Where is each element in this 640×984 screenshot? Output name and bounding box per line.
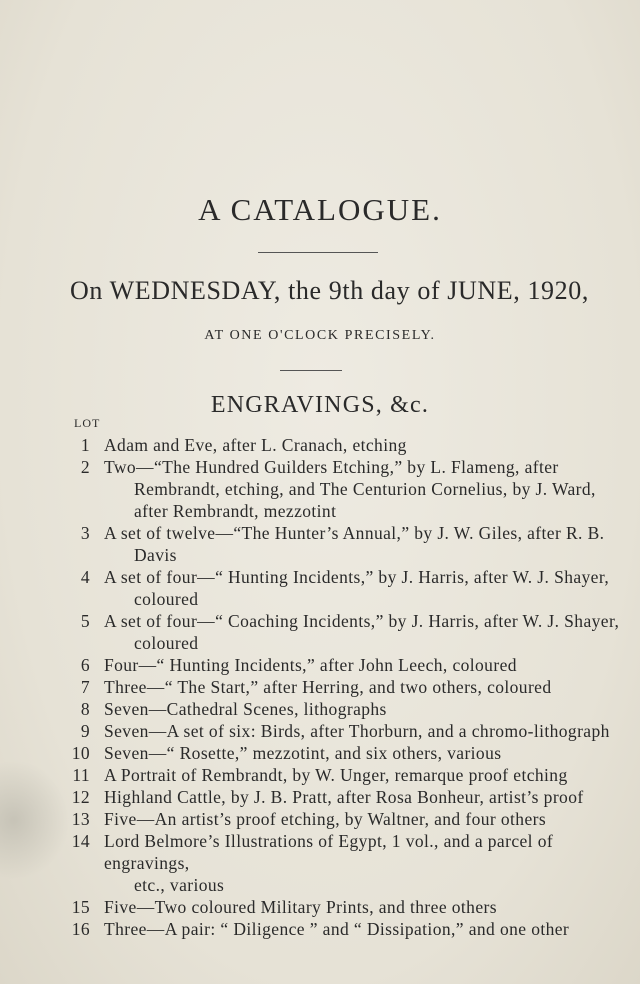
catalogue-title: A CATALOGUE. xyxy=(198,192,442,227)
lot-description xyxy=(104,764,628,786)
lot-description-line: Seven—“ Rosette,” mezzotint, and six others, various xyxy=(104,743,502,763)
lot-entry xyxy=(48,720,628,742)
lot-number: 4 xyxy=(80,567,90,587)
lot-entry xyxy=(48,456,628,522)
lot-number: 15 xyxy=(71,897,90,917)
lot-description-line: Two—“The Hundred Guilders Etching,” by L. Flameng, after xyxy=(104,457,559,477)
lot-number: 7 xyxy=(80,677,90,697)
lot-description xyxy=(104,830,628,896)
lot-description-line: Five—An artist’s proof etching, by Waltner, and four others xyxy=(104,809,547,829)
lot-description-line: coloured xyxy=(134,633,199,653)
lot-description-line: Rembrandt, etching, and The Centurion Cornelius, by J. Ward, xyxy=(134,479,596,499)
lot-column-label: LOT xyxy=(74,416,101,430)
lot-description xyxy=(104,456,628,522)
lot-description-line: coloured xyxy=(134,589,199,609)
lot-description xyxy=(104,434,628,456)
lot-description-line: Three—“ The Start,” after Herring, and two others, coloured xyxy=(104,677,552,697)
lot-description-line: A set of twelve—“The Hunter’s Annual,” by J. W. Giles, after R. B. xyxy=(104,523,605,543)
lot-number: 14 xyxy=(71,831,90,851)
lot-number: 5 xyxy=(80,611,90,631)
lot-description-line: A set of four—“ Hunting Incidents,” by J. Harris, after W. J. Shayer, xyxy=(104,567,610,587)
lot-number: 6 xyxy=(80,655,90,675)
lot-number: 9 xyxy=(80,721,90,741)
lot-description xyxy=(104,610,628,654)
lot-entry xyxy=(48,764,628,786)
lot-description-line: Adam and Eve, after L. Cranach, etching xyxy=(104,435,407,455)
lot-description-line: A set of four—“ Coaching Incidents,” by J. Harris, after W. J. Shayer, xyxy=(104,611,620,631)
lot-description xyxy=(104,720,628,742)
lot-number: 13 xyxy=(71,809,90,829)
lot-description-line: Five—Two coloured Military Prints, and three others xyxy=(104,897,497,917)
lot-number: 2 xyxy=(80,457,90,477)
lot-entry xyxy=(48,698,628,720)
lot-description xyxy=(104,896,628,918)
lot-number: 11 xyxy=(72,765,90,785)
lot-entry xyxy=(48,786,628,808)
lot-description-line: A Portrait of Rembrandt, by W. Unger, remarque proof etching xyxy=(104,765,568,785)
lot-entry xyxy=(48,918,628,940)
lot-entry xyxy=(48,522,628,566)
lot-entry xyxy=(48,742,628,764)
lot-description xyxy=(104,676,628,698)
lot-entry xyxy=(48,676,628,698)
lot-entry xyxy=(48,434,628,456)
lot-number: 12 xyxy=(71,787,90,807)
lot-number: 1 xyxy=(80,435,90,455)
section-title: ENGRAVINGS, &c. xyxy=(210,392,430,418)
section-rule xyxy=(280,370,342,371)
lot-description xyxy=(104,654,628,676)
lot-entry xyxy=(48,654,628,676)
lot-description-line: after Rembrandt, mezzotint xyxy=(134,501,337,521)
lot-description-line: Three—A pair: “ Diligence ” and “ Dissipation,” and one other xyxy=(104,919,570,939)
lot-description xyxy=(104,566,628,610)
lot-number: 8 xyxy=(80,699,90,719)
lot-description-line: Seven—Cathedral Scenes, lithographs xyxy=(104,699,387,719)
lot-description-line: Highland Cattle, by J. B. Pratt, after Rosa Bonheur, artist’s proof xyxy=(104,787,584,807)
lot-list xyxy=(48,434,628,940)
sale-date-line: On WEDNESDAY, the 9th day of JUNE, 1920, xyxy=(70,276,589,305)
lot-number: 3 xyxy=(80,523,90,543)
lot-description-line: etc., various xyxy=(134,875,225,895)
lot-description xyxy=(104,522,628,566)
title-rule xyxy=(258,252,378,253)
lot-description xyxy=(104,786,628,808)
lot-description-line: Seven—A set of six: Birds, after Thorburn, and a chromo-lithograph xyxy=(104,721,610,741)
lot-entry xyxy=(48,808,628,830)
lot-description xyxy=(104,808,628,830)
lot-entry xyxy=(48,896,628,918)
lot-description-line: Lord Belmore’s Illustrations of Egypt, 1 vol., and a parcel of engravings, xyxy=(104,831,554,873)
lot-description xyxy=(104,742,628,764)
lot-description xyxy=(104,918,628,940)
lot-number: 10 xyxy=(71,743,90,763)
lot-description-line: Four—“ Hunting Incidents,” after John Leech, coloured xyxy=(104,655,517,675)
lot-entry xyxy=(48,610,628,654)
sale-time-line: AT ONE O'CLOCK PRECISELY. xyxy=(204,328,436,343)
lot-number: 16 xyxy=(71,919,90,939)
lot-entry xyxy=(48,566,628,610)
lot-description xyxy=(104,698,628,720)
lot-description-line: Davis xyxy=(134,545,177,565)
lot-entry xyxy=(48,830,628,896)
